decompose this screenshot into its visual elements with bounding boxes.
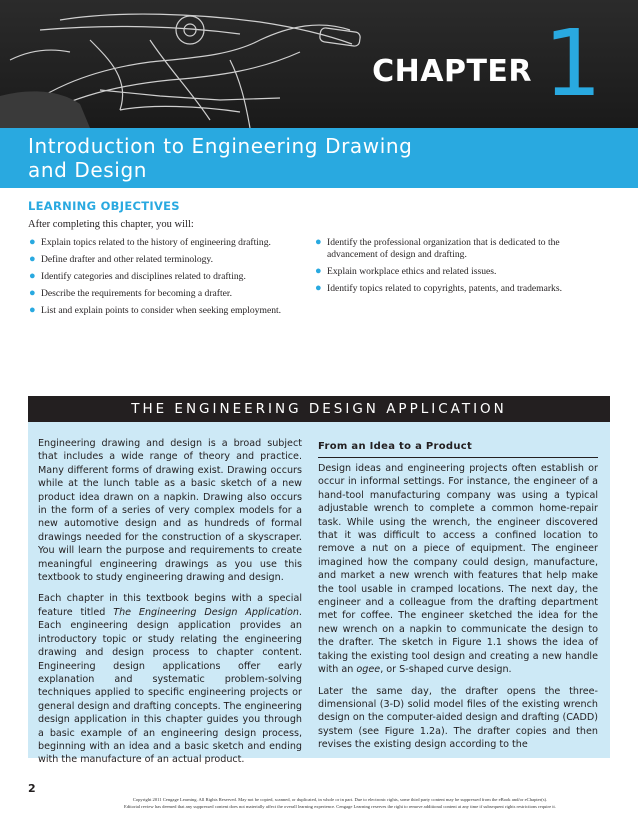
learning-objectives-intro: After completing this chapter, you will: — [28, 219, 194, 230]
objectives-list-right — [314, 237, 604, 300]
chapter-title-line-1: Introduction to Engineering Drawing — [28, 134, 413, 158]
bullet-icon: ● — [315, 265, 322, 277]
objective-item: ● List and explain points to consider when seeking employment. — [29, 304, 282, 316]
objective-item: ● Identify the professional organization that is dedicated to the advancement of design and drafting. — [315, 236, 560, 260]
paragraph: Engineering drawing and design is a broad subject that includes a wide range of theory and practice. Many different forms of drawing exist. Drawing occurs while at the lunch table as a basic sketch of a new product idea drawn on a napkin. Drawing also occurs in the form of a series of very complex models for a new automotive design and as hundreds of formal drawings needed for the construction of a skyscraper. You will learn the purpose and requirements to create meaningful engineering drawings as you use this textbook to study engineering drawing and design. — [38, 438, 302, 584]
learning-objectives-heading: LEARNING OBJECTIVES — [28, 199, 180, 213]
objective-item: ● Identify categories and disciplines related to drafting. — [29, 270, 246, 282]
chapter-label: CHAPTER — [372, 54, 532, 89]
chapter-title-line-2: and Design — [28, 158, 148, 182]
copyright-notice: Copyright 2011 Cengage Learning. All Rights Reserved. May not be copied, scanned, or duplicated, in whole or in part. Due to electronic rights, some third party content may be suppressed from the eBook and/or eChapter(s). Editorial review has deemed that any suppressed content does not materially affect the overall learning experience. Cengage Learning reserves the right to remove additional content at any time if subsequent rights restrictions require it. — [124, 797, 556, 809]
design-application-right-column — [318, 462, 598, 760]
bullet-icon: ● — [29, 304, 36, 316]
bullet-icon: ● — [29, 236, 36, 248]
objective-item: ● Explain workplace ethics and related issues. — [315, 265, 497, 277]
chapter-number: 1 — [543, 10, 602, 117]
objective-item: ● Identify topics related to copyrights, patents, and trademarks. — [315, 282, 562, 294]
bullet-icon: ● — [29, 270, 36, 282]
design-application-banner: THE ENGINEERING DESIGN APPLICATION — [28, 396, 610, 422]
paragraph: Design ideas and engineering projects often establish or occur in informal settings. For instance, the engineer of a hand-tool manufacturing company was using a typical adjustable wrench to complete a common home-repair task. While using the wrench, the engineer discovered that it was difficult to access a confined location to remove a nut on a piece of equipment. The engineer imagined how the company could design, manufacture, and market a new wrench with features that help make the tool usable in cramped locations. The next day, the engineer and a colleague from the drafting department met for coffee. The engineer sketched the idea for the new wrench on a napkin to communicate the design to the drafter. The sketch in Figure 1.1 shows the idea of taking the existing tool design and creating a new handle with an ogee, or S-shaped curve design. — [318, 463, 598, 676]
objective-item: ● Describe the requirements for becoming a drafter. — [29, 287, 232, 299]
objective-item: ● Define drafter and other related terminology. — [29, 253, 213, 265]
bullet-icon: ● — [315, 236, 322, 248]
paragraph: Later the same day, the drafter opens the three-dimensional (3-D) solid model files of the existing wrench design on the computer-aided design and drafting (CADD) system (see Figure 1.2a). The drafter copies and then revises the existing design according to the — [318, 685, 598, 751]
bullet-icon: ● — [29, 253, 36, 265]
objective-item: ● Explain topics related to the history of engineering drafting. — [29, 236, 271, 248]
design-application-left-column — [38, 437, 302, 775]
bullet-icon: ● — [315, 282, 322, 294]
section-subheading: From an Idea to a Product — [318, 441, 598, 458]
chapter-header-artwork — [0, 0, 638, 128]
motorcycle-handlebar-drawing — [0, 0, 638, 128]
page-number: 2 — [28, 782, 36, 795]
paragraph: Each chapter in this textbook begins with a special feature titled The Engineering Design Application. Each engineering design application provides an introductory topic or study relating the engineering drawing and design process to chapter content. Engineering design applications offer early explanation and systematic problem-solving techniques applied to specific engineering projects or general design and drafting concepts. The engineering design application in this chapter guides you through a basic example of an engineering design process, beginning with an idea and a basic sketch and ending with the manufacture of an actual product. — [38, 593, 302, 766]
objectives-list-left — [28, 237, 313, 322]
bullet-icon: ● — [29, 287, 36, 299]
